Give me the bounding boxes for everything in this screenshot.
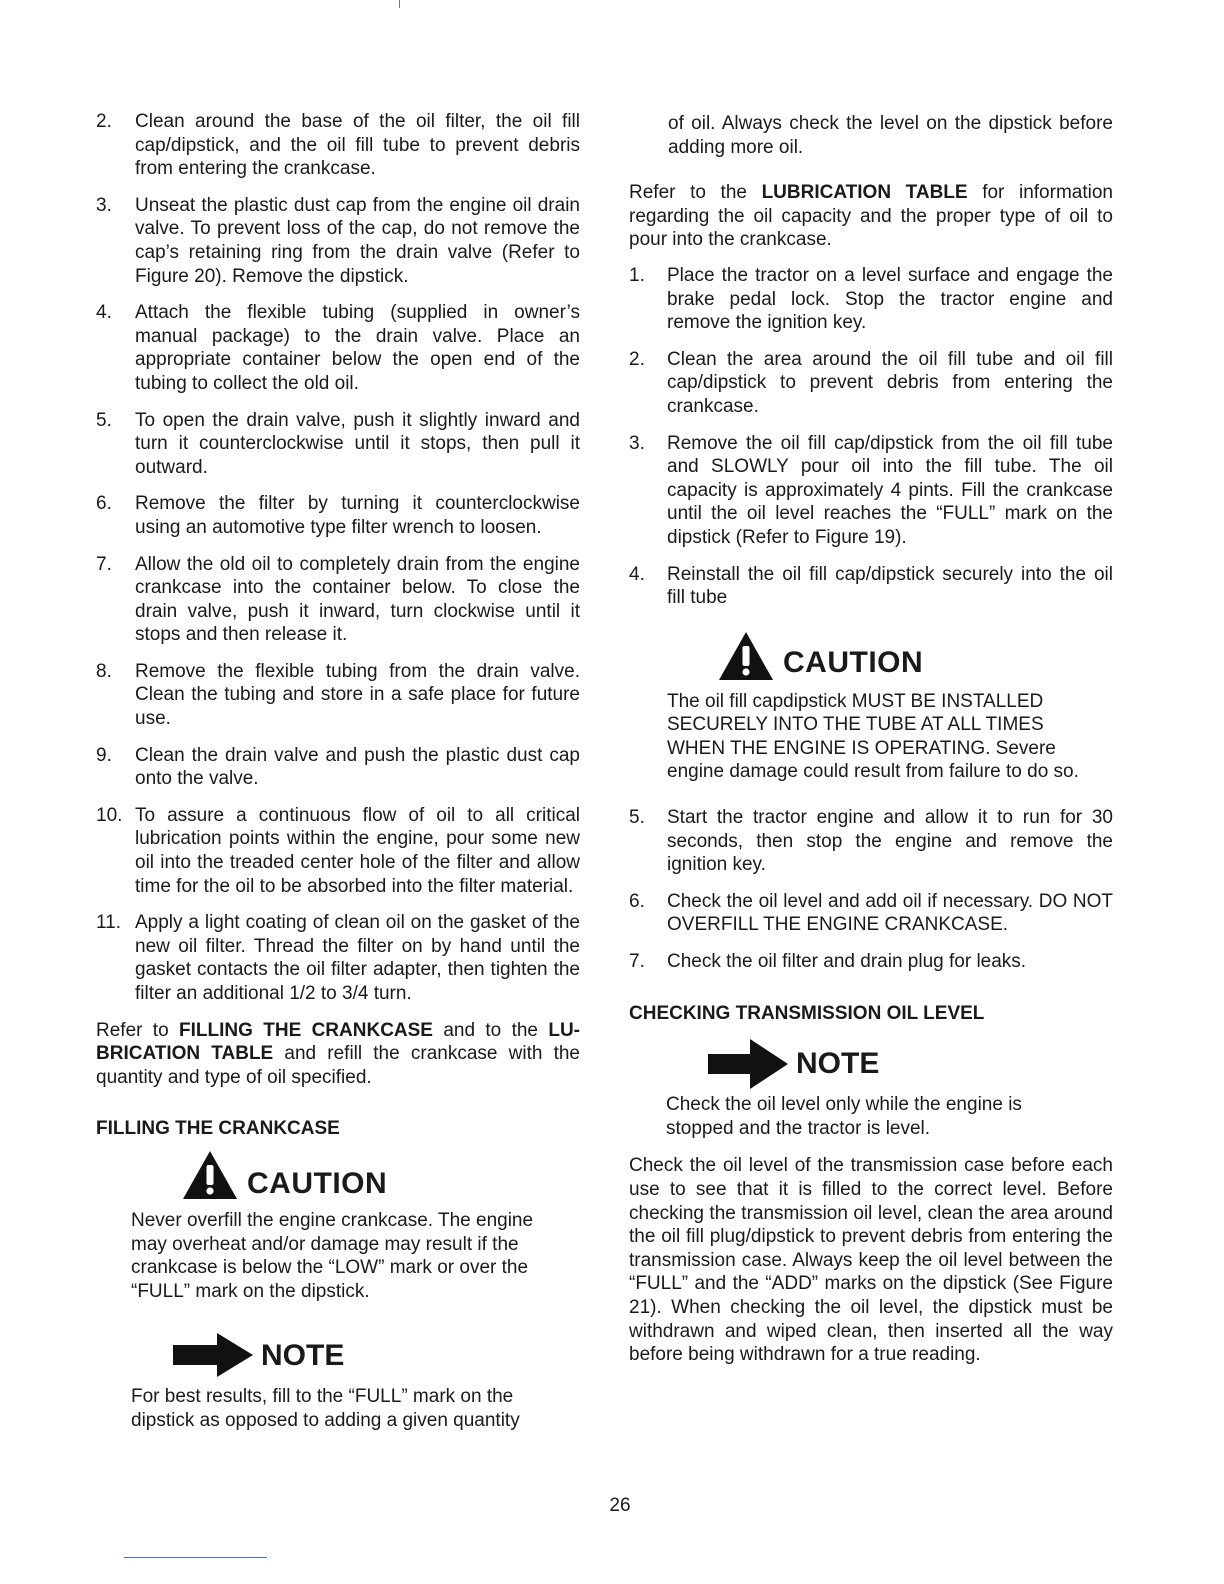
left-column [96, 110, 580, 1433]
list-item: 5. Start the tractor engine and allow it to run for 30 seconds, then stop the engine and remove the ignition key. [629, 807, 1113, 876]
scan-mark [399, 0, 400, 8]
list-item: 10. To assure a continuous flow of oil to all critical lubrication points within the engine, pour some new oil into the treaded center hole of the filter and allow time for the oil to be absorbed into the filter material. [96, 804, 580, 897]
note-callout [131, 1333, 551, 1432]
note-callout [666, 1039, 1086, 1140]
refer-paragraph: Refer to FILLING THE CRANKCASE and to the LU-BRICATION TABLE and refill the crankcase with the quantity and type of oil specified. [96, 1019, 580, 1088]
caution-text: Never overfill the engine crankcase. The engine may overheat and/or damage may result if the crankcase is below the “LOW” mark or over the “FULL” mark on the dipstick. [131, 1209, 534, 1302]
list-item: 7. Check the oil filter and drain plug for leaks. [629, 951, 1027, 973]
list-item: 7. Allow the old oil to completely drain from the engine crankcase into the container below. To close the drain valve, push it inward, turn clockwise until it stops and then release it. [96, 553, 580, 646]
refer-paragraph: Refer to the LUBRICATION TABLE for information regarding the oil capacity and the proper type of oil to pour into the crankcase. [629, 182, 1113, 251]
continuation-text: of oil. Always check the level on the dipstick before adding more oil. [668, 113, 1113, 158]
list-item: 1. Place the tractor on a level surface and engage the brake pedal lock. Stop the tractor engine and remove the ignition key. [629, 264, 1113, 334]
transmission-paragraph: Check the oil level of the transmission case before each use to see that it is filled to the correct level. Before checking the transmission oil level, clean the area around the oil fill plug/dipstick to prevent debris from entering the transmission case. Always keep the oil level between the “FULL” and the “ADD” marks on the dipstick (See Figure 21). When checking the oil level, the dipstick must be withdrawn and wiped clean, then inserted all the way before being withdrawn for a true reading. [629, 1155, 1113, 1366]
list-item: 8. Remove the flexible tubing from the drain valve. Clean the tubing and store in a safe place for future use. [96, 660, 580, 730]
scan-artifact-line [124, 1557, 267, 1558]
list-item: 3. Unseat the plastic dust cap from the engine oil drain valve. To prevent loss of the cap, do not remove the cap’s retaining ring from the drain valve (Refer to Figure 20). Remove the dipstick. [96, 194, 580, 287]
list-item: 4. Attach the flexible tubing (supplied in owner’s manual package) to the drain valve. Place an appropriate container below the open end of the tubing to collect the old oil. [96, 302, 580, 394]
note-text: Check the oil level only while the engine is stopped and the tractor is level. [666, 1094, 1022, 1139]
note-text: For best results, fill to the “FULL” mark on the dipstick as opposed to adding a given quantity [131, 1386, 520, 1431]
section-heading: CHECKING TRANSMISSION OIL LEVEL [629, 1002, 985, 1024]
list-item: 2. Clean the area around the oil fill tube and oil fill cap/dipstick to prevent debris from entering the crankcase. [629, 348, 1113, 417]
right-column [629, 112, 1113, 1379]
page-number: 26 [609, 1495, 631, 1516]
list-item: 11. Apply a light coating of clean oil on the gasket of the new oil filter. Thread the filter on by hand until the gasket contacts the oil filter adapter, then tighten the filter an additional 1/2 to 3/4 turn. [96, 912, 580, 1004]
arrow-right-icon [708, 1039, 788, 1089]
list-item: 3. Remove the oil fill cap/dipstick from the oil fill tube and SLOWLY pour oil into the fill tube. The oil capacity is approximately 4 pints. Fill the crankcase until the oil level reaches the “FULL” mark on the dipstick (Refer to Figure 19). [629, 432, 1113, 548]
section-heading: FILLING THE CRANKCASE [96, 1118, 340, 1140]
caution-title: CAUTION [783, 645, 924, 679]
warning-triangle-icon [181, 1149, 239, 1201]
caution-callout [131, 1149, 551, 1303]
warning-triangle-icon [717, 630, 775, 682]
note-title: NOTE [796, 1047, 880, 1081]
list-item: 4. Reinstall the oil fill cap/dipstick securely into the oil fill tube [629, 563, 1113, 609]
caution-callout [667, 630, 1087, 784]
list-item: 9. Clean the drain valve and push the plastic dust cap onto the valve. [96, 744, 580, 790]
arrow-right-icon [173, 1333, 253, 1377]
list-item: 5. To open the drain valve, push it slightly inward and turn it counterclockwise until it stops, then pull it outward. [96, 409, 580, 478]
caution-text: The oil fill capdipstick MUST BE INSTALLED SECURELY INTO THE TUBE AT ALL TIMES WHEN THE ENGINE IS OPERATING. Severe engine damage could result from failure to do so. [667, 690, 1079, 783]
note-title: NOTE [261, 1338, 345, 1372]
list-item: 6. Check the oil level and add oil if necessary. DO NOT OVERFILL THE ENGINE CRANKCASE. [629, 890, 1113, 936]
list-item: 2. Clean around the base of the oil filter, the oil fill cap/dipstick, and the oil fill tube to prevent debris from entering the crankcase. [96, 111, 580, 180]
list-item: 6. Remove the filter by turning it counterclockwise using an automotive type filter wrench to loosen. [96, 493, 580, 538]
caution-title: CAUTION [247, 1167, 388, 1201]
